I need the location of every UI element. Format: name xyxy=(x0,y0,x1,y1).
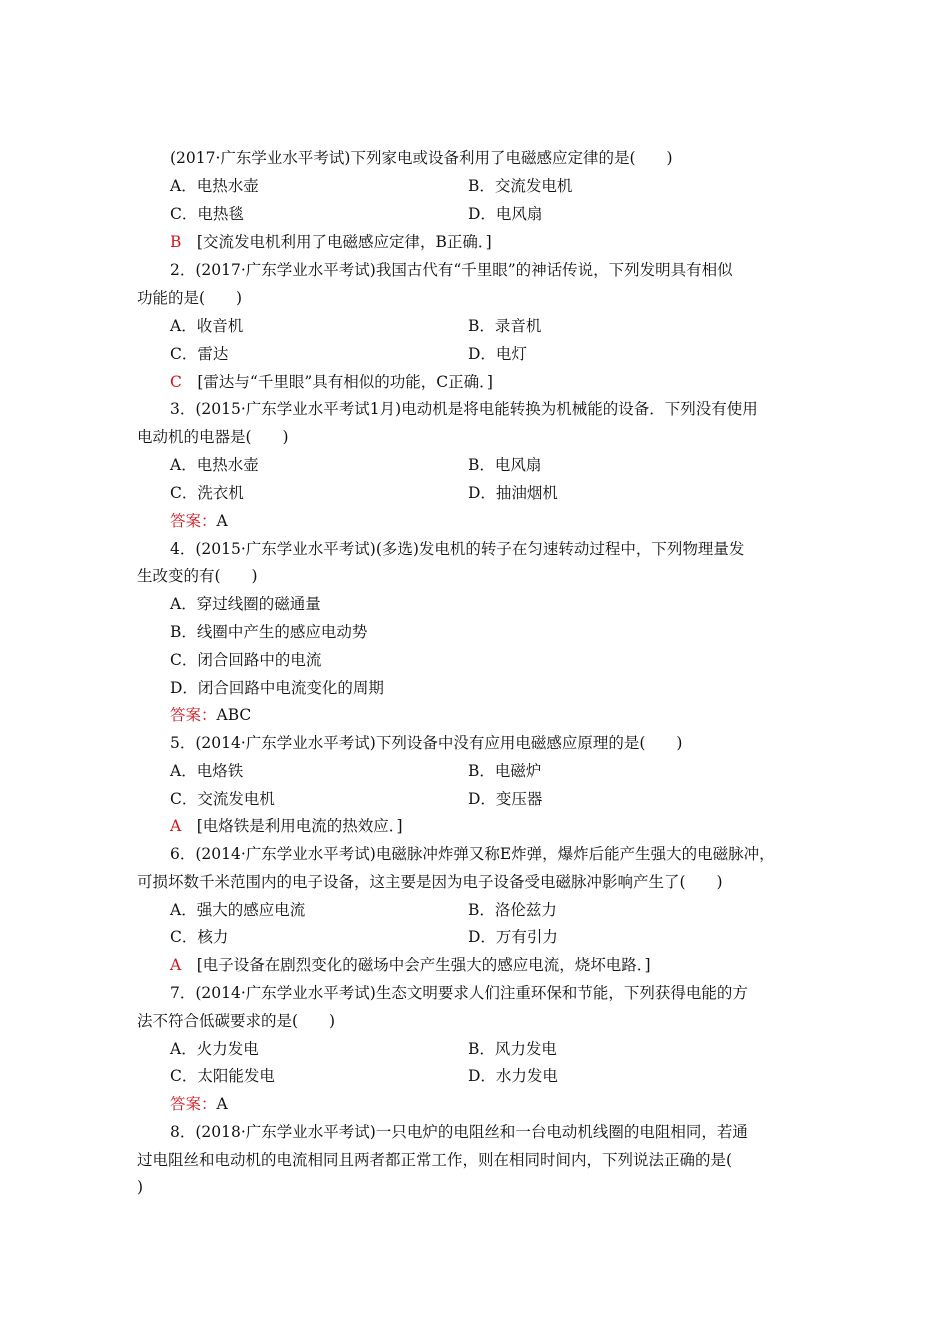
q5-option-c: C．交流发电机 xyxy=(170,790,275,808)
q3-stem-line1: 3．(2015·广东学业水平考试1月)电动机是将电能转换为机械能的设备．下列没有使用 xyxy=(170,400,758,418)
q1-option-a: A．电热水壶 xyxy=(170,177,259,195)
q7-option-a: A．火力发电 xyxy=(170,1040,259,1058)
q1-answer-letter: B xyxy=(170,233,182,251)
q4-option-c: C．闭合回路中的电流 xyxy=(170,651,322,669)
q5-option-d: D．变压器 xyxy=(468,790,543,808)
q4-option-a: A．穿过线圈的磁通量 xyxy=(170,595,321,613)
q7-option-b: B．风力发电 xyxy=(468,1040,557,1058)
q3-stem-line2: 电动机的电器是( ) xyxy=(137,428,289,446)
q4-answer-value: ABC xyxy=(216,706,252,724)
q2-answer xyxy=(170,372,493,392)
q6-answer-letter: A xyxy=(170,956,182,974)
q6-option-d: D．万有引力 xyxy=(468,928,558,946)
q6-stem-line1: 6．(2014·广东学业水平考试)电磁脉冲炸弹又称E炸弹，爆炸后能产生强大的电磁脉冲， xyxy=(170,845,775,863)
q1-explanation: [交流发电机利用了电磁感应定律，B正确．] xyxy=(181,233,492,251)
q2-explanation: [雷达与“千里眼”具有相似的功能，C正确．] xyxy=(181,373,493,391)
q1-option-d: D．电风扇 xyxy=(468,205,543,223)
q8-stem-line2: 过电阻丝和电动机的电流相同且两者都正常工作，则在相同时间内，下列说法正确的是( xyxy=(137,1151,733,1169)
q6-explanation: [电子设备在剧烈变化的磁场中会产生强大的感应电流，烧坏电路．] xyxy=(181,956,651,974)
q3-option-d: D．抽油烟机 xyxy=(468,484,558,502)
q3-option-a: A．电热水壶 xyxy=(170,456,259,474)
q2-stem-line1: 2．(2017·广东学业水平考试)我国古代有“千里眼”的神话传说，下列发明具有相似 xyxy=(170,261,733,279)
q1-answer xyxy=(170,232,492,252)
q5-answer xyxy=(170,816,403,836)
q6-answer xyxy=(170,955,651,975)
q2-stem-line2: 功能的是( ) xyxy=(137,289,243,307)
q3-option-c: C．洗衣机 xyxy=(170,484,244,502)
q6-stem-line2: 可损坏数千米范围内的电子设备，这主要是因为电子设备受电磁脉冲影响产生了( ) xyxy=(137,873,723,891)
q4-stem-line2: 生改变的有( ) xyxy=(137,567,258,585)
q1-option-c: C．电热毯 xyxy=(170,205,244,223)
q7-stem-line1: 7．(2014·广东学业水平考试)生态文明要求人们注重环保和节能，下列获得电能的方 xyxy=(170,984,748,1002)
q2-option-a: A．收音机 xyxy=(170,317,244,335)
q1-stem: (2017·广东学业水平考试)下列家电或设备利用了电磁感应定律的是( ) xyxy=(170,149,673,167)
q5-option-a: A．电烙铁 xyxy=(170,762,244,780)
q1-option-b: B．交流发电机 xyxy=(468,177,573,195)
q7-option-c: C．太阳能发电 xyxy=(170,1067,275,1085)
q7-answer-label: 答案： xyxy=(170,1095,217,1113)
q2-option-b: B．录音机 xyxy=(468,317,542,335)
q6-option-b: B．洛伦兹力 xyxy=(468,901,557,919)
q3-answer-label: 答案： xyxy=(170,512,217,530)
q2-answer-letter: C xyxy=(170,373,182,391)
q4-answer xyxy=(170,705,251,725)
q7-answer-value: A xyxy=(216,1095,228,1113)
q7-option-d: D．水力发电 xyxy=(468,1067,558,1085)
q2-option-d: D．电灯 xyxy=(468,345,527,363)
q4-answer-label: 答案： xyxy=(170,706,217,724)
q5-option-b: B．电磁炉 xyxy=(468,762,542,780)
q5-answer-letter: A xyxy=(170,817,182,835)
q7-stem-line2: 法不符合低碳要求的是( ) xyxy=(137,1012,336,1030)
q6-option-c: C．核力 xyxy=(170,928,229,946)
q3-answer xyxy=(170,511,228,531)
q5-stem: 5．(2014·广东学业水平考试)下列设备中没有应用电磁感应原理的是( ) xyxy=(170,734,683,752)
q8-stem-line3: ) xyxy=(137,1178,144,1196)
q3-answer-value: A xyxy=(216,512,228,530)
q3-option-b: B．电风扇 xyxy=(468,456,542,474)
q5-explanation: [电烙铁是利用电流的热效应．] xyxy=(181,817,403,835)
q8-stem-line1: 8．(2018·广东学业水平考试)一只电炉的电阻丝和一台电动机线圈的电阻相同，若通 xyxy=(170,1123,748,1141)
q4-option-d: D．闭合回路中电流变化的周期 xyxy=(170,679,384,697)
q2-option-c: C．雷达 xyxy=(170,345,229,363)
q7-answer xyxy=(170,1094,228,1114)
q4-stem-line1: 4．(2015·广东学业水平考试)(多选)发电机的转子在匀速转动过程中，下列物理量发 xyxy=(170,540,745,558)
q6-option-a: A．强大的感应电流 xyxy=(170,901,306,919)
q4-option-b: B．线圈中产生的感应电动势 xyxy=(170,623,368,641)
